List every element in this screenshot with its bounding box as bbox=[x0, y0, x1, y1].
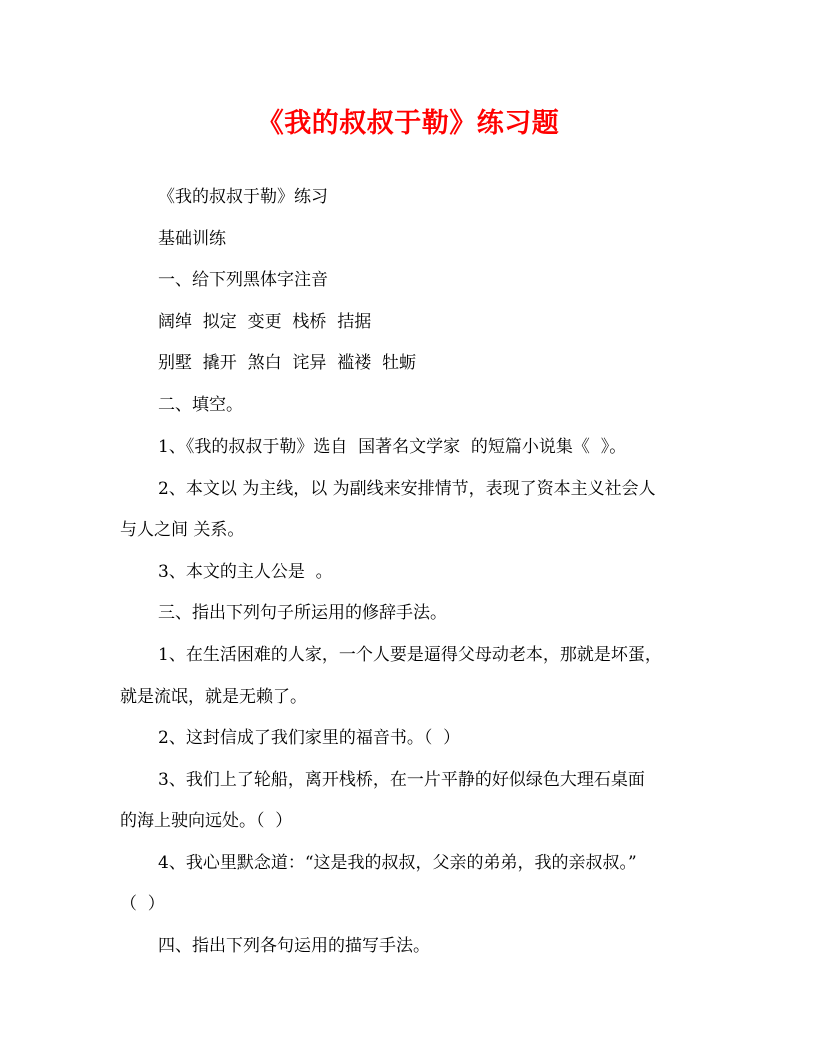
question-item: 1、在生活困难的人家，一个人要是逼得父母动老本，那就是坏蛋， bbox=[158, 645, 662, 665]
section-heading: 基础训练 bbox=[158, 229, 226, 249]
question-item-continuation: （ ） bbox=[120, 894, 165, 914]
subtitle-line: 《我的叔叔于勒》练习 bbox=[158, 187, 328, 207]
question-heading: 一、给下列黑体字注音 bbox=[158, 270, 328, 290]
question-item: 4、我心里默念道：“这是我的叔叔，父亲的弟弟，我的亲叔叔。” bbox=[158, 853, 637, 873]
question-item: 1、《我的叔叔于勒》选自 国著名文学家 的短篇小说集《 》。 bbox=[158, 437, 627, 457]
question-heading: 二、填空。 bbox=[158, 395, 243, 415]
question-item: 2、本文以 为主线，以 为副线来安排情节，表现了资本主义社会人 bbox=[158, 479, 656, 499]
question-item-continuation: 的海上驶向远处。（ ） bbox=[120, 811, 293, 831]
word-list-line: 别墅 撬开 煞白 诧异 褴褛 牡蛎 bbox=[158, 353, 417, 373]
question-item: 2、这封信成了我们家里的福音书。（ ） bbox=[158, 728, 461, 748]
question-item-continuation: 与人之间 关系。 bbox=[120, 520, 245, 540]
question-heading: 四、指出下列各句运用的描写手法。 bbox=[158, 936, 430, 956]
question-item: 3、本文的主人公是 。 bbox=[158, 562, 333, 582]
question-item: 3、我们上了轮船，离开栈桥，在一片平静的好似绿色大理石桌面 bbox=[158, 770, 645, 790]
word-list-line: 阔绰 拟定 变更 栈桥 拮据 bbox=[158, 312, 372, 332]
question-item-continuation: 就是流氓，就是无赖了。 bbox=[120, 687, 307, 707]
question-heading: 三、指出下列句子所运用的修辞手法。 bbox=[158, 603, 447, 623]
document-title: 《我的叔叔于勒》练习题 bbox=[256, 108, 560, 139]
